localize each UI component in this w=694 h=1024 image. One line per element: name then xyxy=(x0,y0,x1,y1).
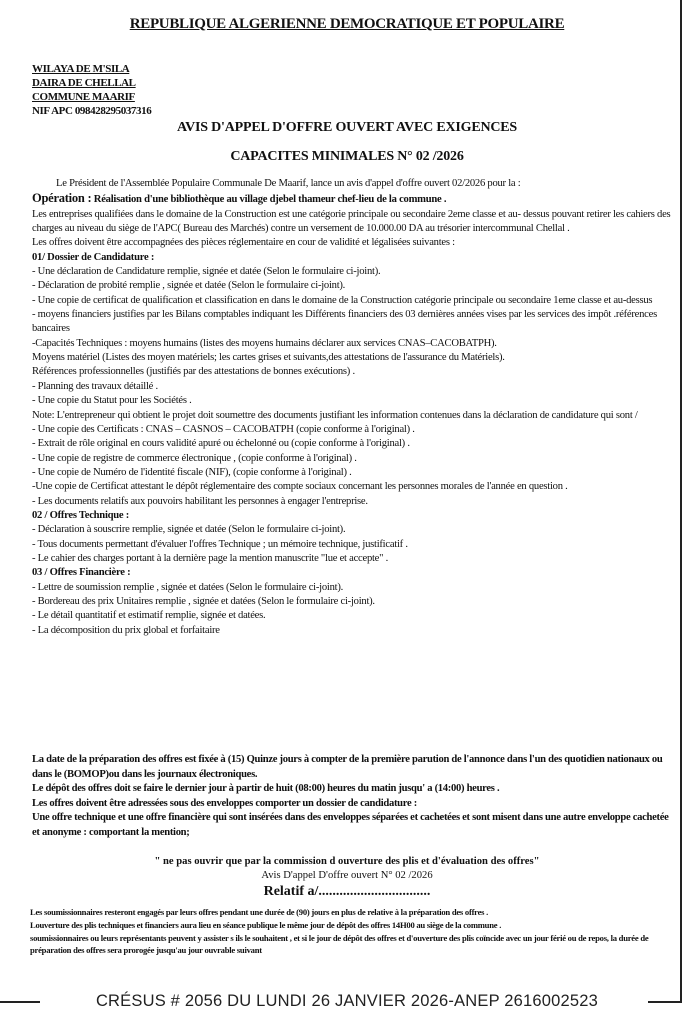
notice-subtitle: CAPACITES MINIMALES N° 02 /2026 xyxy=(230,149,464,164)
list-item: - Tous documents permettant d'évaluer l'offres Technique ; un mémoire technique, justificatif . xyxy=(32,538,408,550)
dossier-heading: 01/ Dossier de Candidature : xyxy=(32,251,155,263)
list-item: - Une copie de Numéro de l'identité fiscale (NIF), (copie conforme à l'original) . xyxy=(32,466,352,478)
list-item: - Une déclaration de Candidature remplie, signée et datée (Selon le formulaire ci-joint). xyxy=(32,266,381,278)
conditions-section xyxy=(32,753,677,841)
final-paragraph: Louverture des plis techniques et financiers aura lieu en séance publique le même jour de dépôt des offres 14H00 au siège de la commune . xyxy=(30,919,502,930)
notice-title: AVIS D'APPEL D'OFFRE OUVERT AVEC EXIGENCES xyxy=(176,120,518,135)
list-item: - Déclaration à souscrire remplie, signée et datée (Selon le formulaire ci-joint). xyxy=(32,524,346,536)
list-item: Références professionnelles (justifiés par des attestations de bonnes exécutions) . xyxy=(32,366,355,378)
list-item: Moyens matériel (Listes des moyen matériels; les cartes grises et suivants,des attestations de l'assurance du Matériels). xyxy=(32,352,505,364)
list-item: -Une copie de Certificat attestant le dépôt réglementaire des compte sociaux concernant les personnes morales de l'année en question . xyxy=(32,481,568,493)
operation-line xyxy=(32,191,674,207)
address-block xyxy=(32,62,151,118)
technique-heading: 02 / Offres Technique : xyxy=(32,509,130,521)
operation-text: Réalisation d'une bibliothèque au village djebel thameur chef-lieu de la commune . xyxy=(91,194,447,206)
list-item: - Déclaration de probité remplie , signée et datée (Selon le formulaire ci-joint). xyxy=(32,280,346,292)
wilaya: WILAYA DE M'SILA xyxy=(32,63,130,75)
intro-paragraph: Le Président de l'Assemblée Populaire Communale De Maarif, lance un avis d'appel d'offre ouvert 02/2026 pour la : xyxy=(56,178,521,189)
offres-pieces-paragraph: Les offres doivent être accompagnées des pièces réglementaire en cour de validité et légalisées suivantes : xyxy=(32,237,455,249)
list-item: - Le cahier des charges portant à la dernière page la mention manuscrite "lue et accepte" . xyxy=(32,552,389,564)
envelope-relatif: Relatif a/................................ xyxy=(263,884,431,899)
final-paragraph: soumissionnaires ou leurs représentants peuvent y assister s ils le souhaitent , et si le jour de dépôt des offres et d'ouverture des plis coïncide avec un jour férié ou de repos, la durée de préparation des offres sera prorogée jusqu'au jour ouvrable suivant xyxy=(30,932,649,956)
note-paragraph: Note: L'entrepreneur qui obtient le projet doit soumettre des documents justifiant les information contenues dans la déclaration de candidature qui sont / xyxy=(32,409,638,421)
list-item: - Les documents relatifs aux pouvoirs habilitant les personnes à engager l'entreprise. xyxy=(32,495,368,507)
republic-heading: REPUBLIQUE ALGERIENNE DEMOCRATIQUE ET POPULAIRE xyxy=(129,16,565,32)
commune: COMMUNE MAARIF xyxy=(32,91,135,103)
list-item: - La décomposition du prix global et forfaitaire xyxy=(32,624,220,636)
nif: NIF APC 098428295037316 xyxy=(32,105,152,117)
condition-paragraph: Le dépôt des offres doit se faire le dernier jour à partir de huit (08:00) heures du matin jusqu' a (14:00) heures . xyxy=(32,783,500,795)
condition-paragraph: Une offre technique et une offre financière qui sont insérées dans des enveloppes séparées et cachetées et sont misent dans une autre enveloppe cachetée et anonyme : comportant la mention; xyxy=(32,812,669,838)
list-item: - Une copie de certificat de qualification et classification en dans le domaine de la Construction catégorie principale ou secondaire 1eme classe et au-dessus xyxy=(32,294,653,306)
list-item: - moyens financiers justifies par les Bilans comptables indiquant les Différents financiers des 03 dernières années vises par les services des impôt .références bancaires xyxy=(32,309,657,335)
final-section xyxy=(30,906,680,957)
list-item: - Extrait de rôle original en cours validité apuré ou échelonné ou (copie conforme à l'original) . xyxy=(32,438,410,450)
envelope-mention: " ne pas ouvrir que par la commission d ouverture des plis et d'évaluation des offres" xyxy=(154,856,540,867)
envelope-avis: Avis D'appel D'offre ouvert N° 02 /2026 xyxy=(261,870,433,881)
list-item: - Bordereau des prix Unitaires remplie , signée et datées (Selon le formulaire ci-joint). xyxy=(32,595,375,607)
list-item: - Le détail quantitatif et estimatif remplie, signée et datées. xyxy=(32,610,266,622)
list-item: - Une copie de registre de commerce électronique , (copie conforme à l'original) . xyxy=(32,452,357,464)
daira: DAIRA DE CHELLAL xyxy=(32,77,136,89)
list-item: - Une copie des Certificats : CNAS – CASNOS – CACOBATPH (copie conforme à l'original) . xyxy=(32,423,415,435)
publication-footer: CRÉSUS # 2056 DU LUNDI 26 JANVIER 2026-ANEP 2616002523 xyxy=(95,992,599,1010)
financiere-heading: 03 / Offres Financière : xyxy=(32,567,131,579)
final-paragraph: Les soumissionnaires resteront engagés par leurs offres pendant une durée de (90) jours en plus de relative à la préparation des offres . xyxy=(30,907,489,917)
entreprises-paragraph: Les entreprises qualifiées dans le domaine de la Construction est une catégorie principale ou secondaire 2eme classe et au- dessus pouvant retirer les cahiers des charges au niveau du siège de l'APC( Bureau des Marchés) contre un versement de 10.000.00 DA au trésorier intercommunal Chellal . xyxy=(32,208,671,235)
list-item: - Lettre de soumission remplie , signée et datées (Selon le formulaire ci-joint). xyxy=(32,581,343,593)
notice-body xyxy=(32,177,674,638)
condition-paragraph: La date de la préparation des offres est fixée à (15) Quinze jours à compter de la première parution de l'annonce dans l'un des quotidien nationaux ou dans le (BOMOP)ou dans les journaux électroniques. xyxy=(32,754,663,780)
operation-label: Opération : xyxy=(32,191,92,206)
condition-paragraph: Les offres doivent être adressées sous des enveloppes comporter un dossier de candidature : xyxy=(32,797,417,809)
list-item: -Capacités Techniques : moyens humains (listes des moyens humains déclarer aux services CNAS–CACOBATPH). xyxy=(32,337,497,349)
list-item: - Une copie du Statut pour les Sociétés . xyxy=(32,395,192,407)
list-item: - Planning des travaux détaillé . xyxy=(32,380,158,392)
